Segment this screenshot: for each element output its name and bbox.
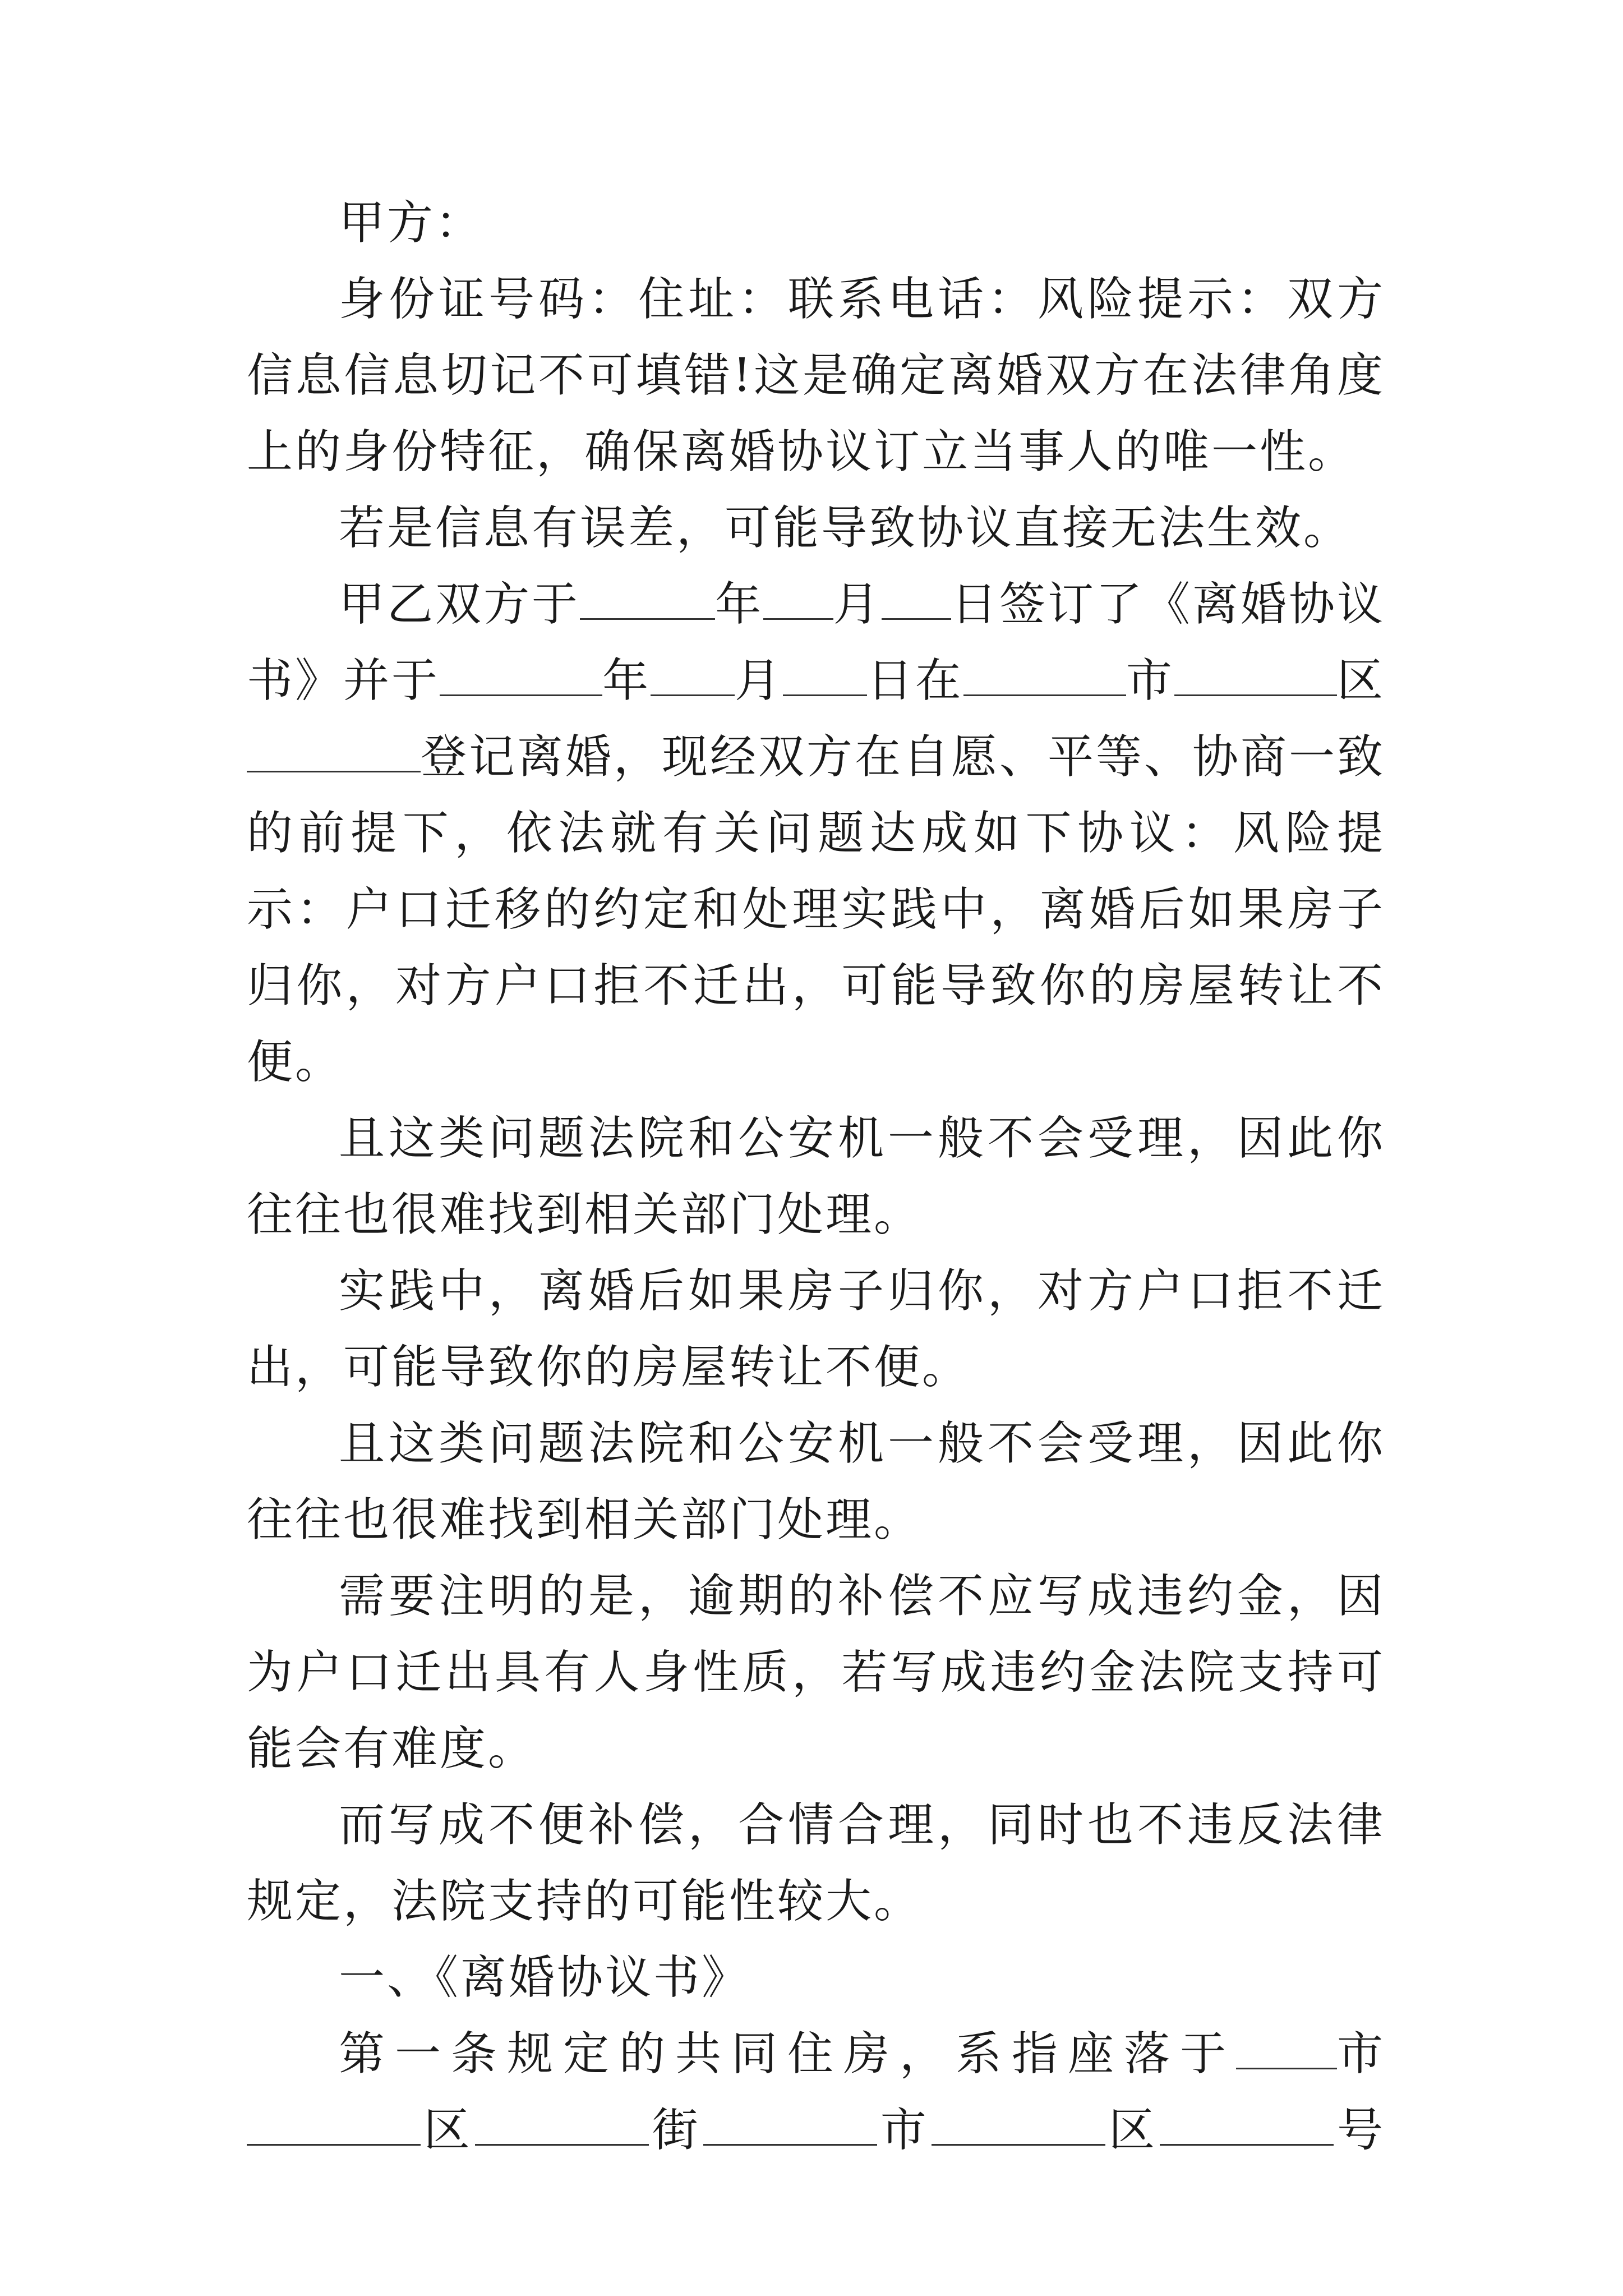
blank-register-month[interactable] [651, 655, 735, 696]
compensation-paragraph: 而写成不便补偿，合情合理，同时也不违反法律规定，法院支持的可能性较大。 [247, 1798, 1385, 1928]
info-error-paragraph: 若是信息有误差，可能导致协议直接无法生效。 [339, 501, 1352, 555]
blank-sign-day[interactable] [882, 579, 951, 620]
blank-house-number[interactable] [1160, 2105, 1334, 2146]
section-title: 一、《离婚协议书》 [339, 1951, 750, 2004]
blank-register-office[interactable] [247, 731, 421, 772]
house-line-2: 区 街 市 区 号 [247, 2092, 1385, 2169]
blank-house-district[interactable] [247, 2105, 421, 2146]
court-paragraph-2: 且这类问题法院和公安机一般不会受理，因此你往往也很难找到相关部门处理。 [247, 1417, 1385, 1547]
house-line-1: 第一条规定的共同住房，系指座落于 市 [339, 2027, 1385, 2081]
blank-register-year[interactable] [440, 655, 602, 696]
blank-sign-year[interactable] [580, 579, 715, 620]
blank-register-day[interactable] [783, 655, 867, 696]
blank-house-district-2[interactable] [932, 2105, 1105, 2146]
note-paragraph: 需要注明的是，逾期的补偿不应写成违约金，因为户口迁出具有人身性质，若写成违约金法院支持可能会有难度。 [247, 1570, 1385, 1775]
signing-line-1: 甲乙双方于 年 月 日签订了《离婚协议 [339, 578, 1385, 631]
blank-house-city[interactable] [1236, 2028, 1337, 2069]
practice-paragraph: 实践中，离婚后如果房子归你，对方户口拒不迁出，可能导致你的房屋转让不便。 [247, 1264, 1385, 1394]
blank-register-district[interactable] [1174, 655, 1337, 696]
blank-register-city[interactable] [963, 655, 1126, 696]
signing-line-2: 书》并于 年 月 日在 市 区 [247, 654, 1386, 707]
house-paragraph [247, 2016, 1385, 2169]
blank-house-street[interactable] [475, 2105, 649, 2146]
court-paragraph-1: 且这类问题法院和公安机一般不会受理，因此你往往也很难找到相关部门处理。 [247, 1112, 1385, 1241]
signing-paragraph [247, 567, 1385, 1101]
blank-sign-month[interactable] [763, 579, 833, 620]
signing-continuation: 登记离婚，现经双方在自愿、平等、协商一致的前提下，依法就有关问题达成如下协议：风险提示：户口迁移的约定和处理实践中，离婚后如果房子归你，对方户口拒不迁出，可能导致你的房屋转让不便。 [247, 730, 1386, 1089]
document-page [247, 0, 1385, 2169]
blank-house-city-2[interactable] [703, 2105, 877, 2146]
identity-info-paragraph: 身份证号码：住址：联系电话：风险提示：双方信息信息切记不可填错!这是确定离婚双方在法律角度上的身份特征，确保离婚协议订立当事人的唯一性。 [247, 273, 1385, 478]
party-a-label: 甲方： [339, 196, 484, 250]
